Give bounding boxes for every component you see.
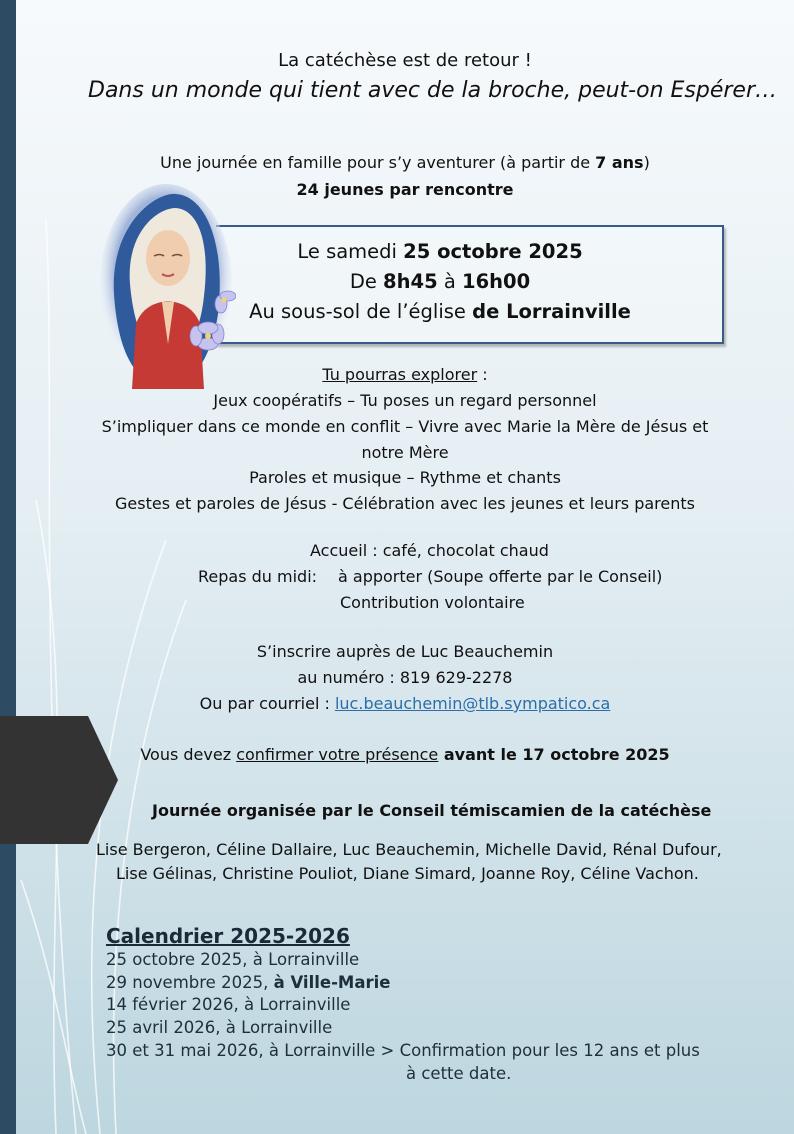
lunch-label: Repas du midi: — [198, 567, 318, 586]
explore-heading: Tu pourras explorer : — [322, 365, 488, 384]
calendar-entry: 25 avril 2026, à Lorrainville — [106, 1018, 333, 1037]
organizers-names: Lise Bergeron, Céline Dallaire, Luc Beauchemin, Michelle David, Rénal Dufour, — [96, 840, 722, 859]
page-title: La catéchèse est de retour ! — [278, 50, 532, 71]
explore-item: Jeux coopératifs – Tu poses un regard personnel — [213, 391, 597, 410]
explore-item: Paroles et musique – Rythme et chants — [249, 468, 561, 487]
side-bar — [0, 0, 16, 1134]
explore-item: Gestes et paroles de Jésus - Célébration avec les jeunes et leurs parents — [115, 494, 695, 513]
calendar-entry: 30 et 31 mai 2026, à Lorrainville > Confirmation pour les 12 ans et plus — [106, 1041, 700, 1060]
registration-contact: S’inscrire auprès de Luc Beauchemin — [256, 642, 554, 661]
organizers-heading: Journée organisée par le Conseil témiscamien de la catéchèse — [152, 801, 712, 820]
madonna-image — [96, 184, 236, 394]
contribution-info: Contribution volontaire — [340, 593, 525, 612]
lunch-value: à apporter (Soupe offerte par le Conseil) — [338, 567, 663, 586]
welcome-info: Accueil : café, chocolat chaud — [310, 541, 549, 560]
participant-limit: 24 jeunes par rencontre — [296, 180, 514, 199]
page-subtitle: Dans un monde qui tient avec de la broche, peut-on Espérer… — [88, 78, 778, 103]
calendar-entry: 29 novembre 2025, à Ville-Marie — [106, 973, 391, 992]
calendar-heading: Calendrier 2025-2026 — [106, 924, 350, 948]
explore-item: S’impliquer dans ce monde en conflit – Vivre avec Marie la Mère de Jésus et — [101, 417, 709, 436]
calendar-entry-continued: à cette date. — [406, 1064, 512, 1083]
calendar-entry: 14 février 2026, à Lorrainville — [106, 995, 351, 1014]
calendar-entry: 25 octobre 2025, à Lorrainville — [106, 950, 360, 969]
registration-email: Ou par courriel : luc.beauchemin@tlb.sympatico.ca — [199, 694, 611, 713]
event-location: Au sous-sol de l’église de Lorrainville — [249, 300, 631, 323]
registration-phone: au numéro : 819 629-2278 — [297, 668, 513, 687]
intro-line: Une journée en famille pour s’y aventurer (à partir de 7 ans) — [160, 153, 650, 172]
event-time: De 8h45 à 16h00 — [349, 270, 531, 293]
event-date: Le samedi 25 octobre 2025 — [297, 240, 583, 263]
organizers-names: Lise Gélinas, Christine Pouliot, Diane Simard, Joanne Roy, Céline Vachon. — [116, 864, 699, 883]
email-link[interactable]: luc.beauchemin@tlb.sympatico.ca — [334, 694, 611, 713]
explore-item: notre Mère — [361, 443, 449, 462]
confirmation-notice: Vous devez confirmer votre présence avant le 17 octobre 2025 — [140, 745, 670, 764]
